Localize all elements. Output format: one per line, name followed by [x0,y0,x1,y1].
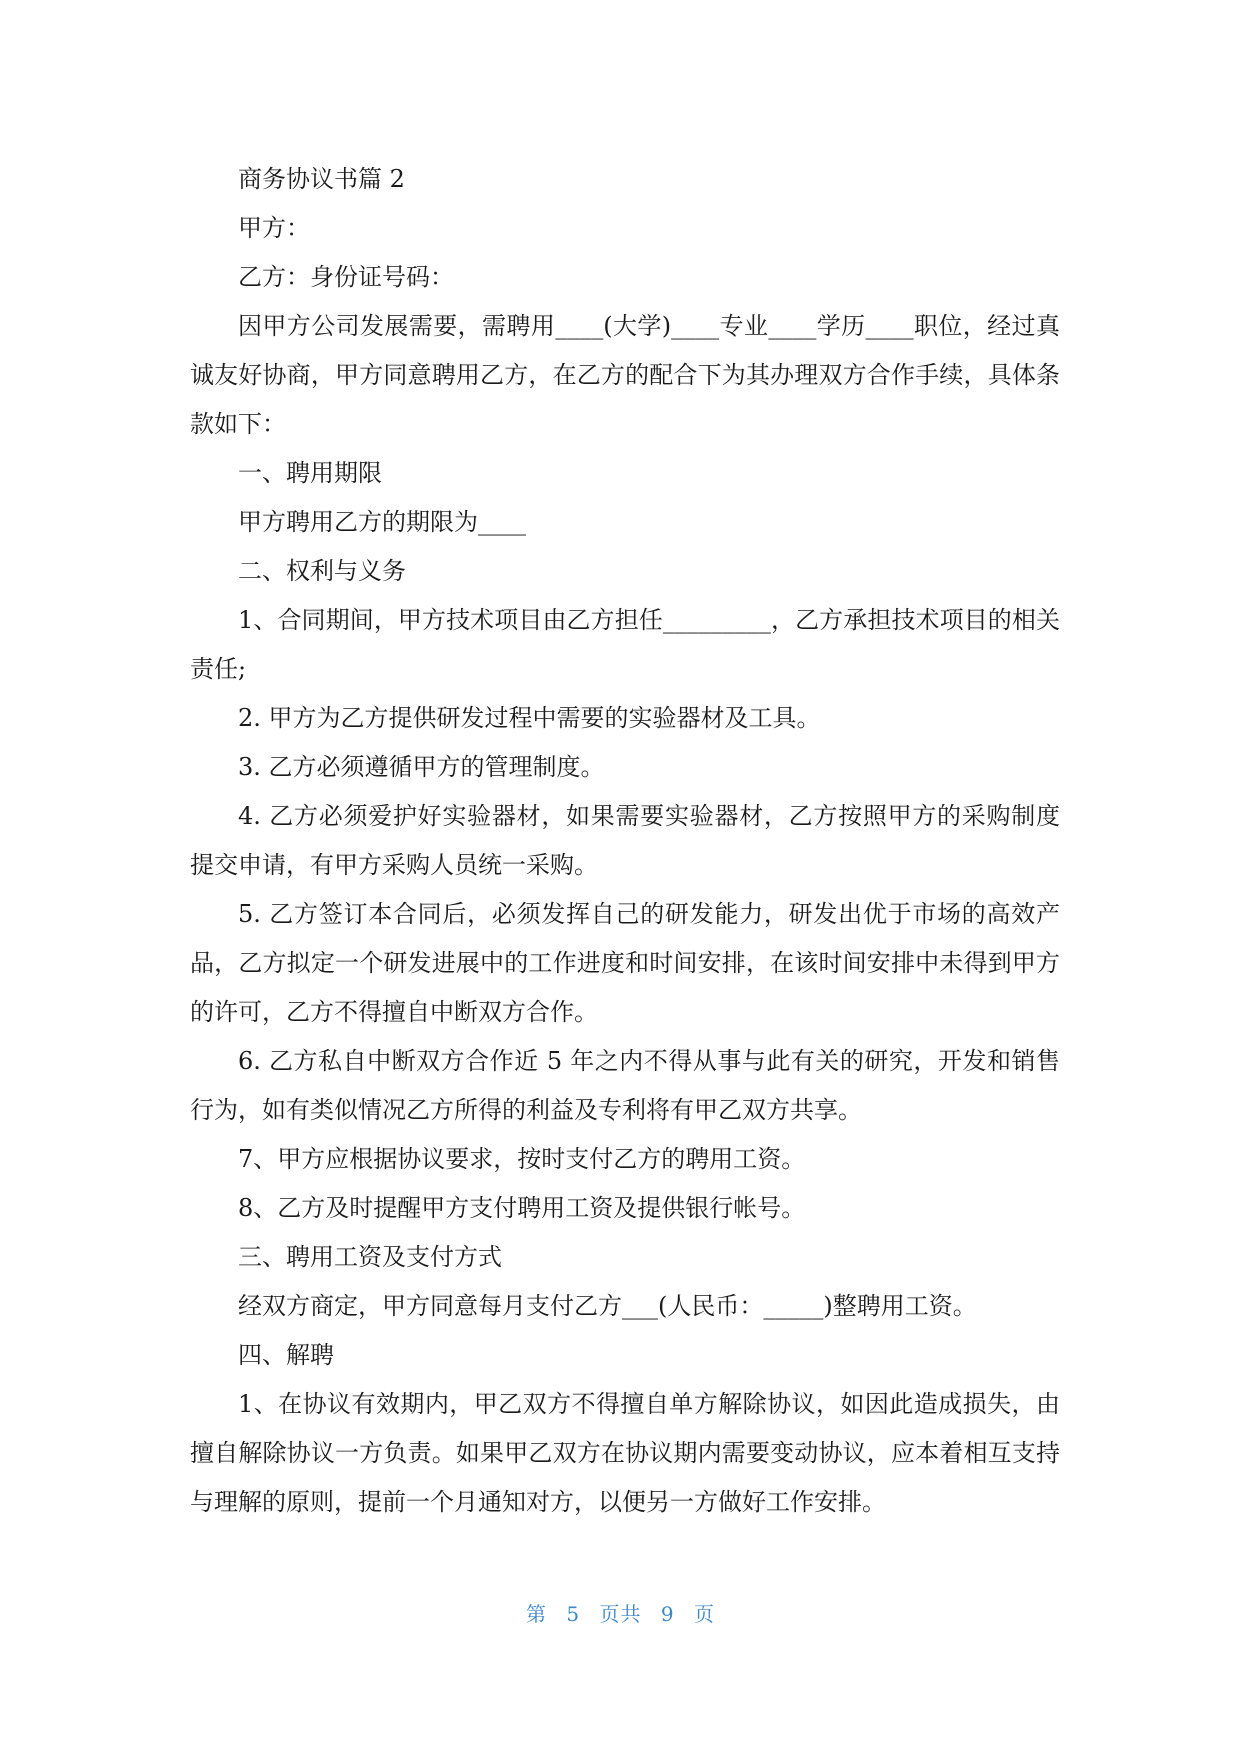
section-2-item-6: 6. 乙方私自中断双方合作近 5 年之内不得从事与此有关的研究，开发和销售行为，如有类似情况乙方所得的利益及专利将有甲乙双方共享。 [190,1047,1060,1124]
section-4-item-1: 1、在协议有效期内，甲乙双方不得擅自单方解除协议，如因此造成损失，由擅自解除协议一方负责。如果甲乙双方在协议期内需要变动协议，应本着相互支持与理解的原则，提前一个月通知对方，以便另一方做好工作安排。 [190,1390,1060,1516]
section-1-body: 甲方聘用乙方的期限为____ [238,508,526,536]
section-2-item-5: 5. 乙方签订本合同后，必须发挥自己的研发能力，研发出优于市场的高效产品，乙方拟定一个研发进展中的工作进度和时间安排，在该时间安排中未得到甲方的许可，乙方不得擅自中断双方合作。 [190,900,1060,1026]
document-body [190,155,1060,1527]
footer-prefix: 第 [526,1602,548,1626]
footer-mid: 页共 [599,1602,642,1626]
total-pages-number: 9 [660,1602,675,1626]
current-page-number: 5 [566,1602,581,1626]
section-2-item-8: 8、乙方及时提醒甲方支付聘用工资及提供银行帐号。 [238,1194,806,1222]
section-4-heading: 四、解聘 [238,1341,334,1369]
section-2-item-3: 3. 乙方必须遵循甲方的管理制度。 [238,753,605,781]
section-2-item-7: 7、甲方应根据协议要求，按时支付乙方的聘用工资。 [238,1145,806,1173]
page-number-footer [0,1598,1241,1627]
party-b-line: 乙方：身份证号码： [238,263,454,291]
document-title: 商务协议书篇 2 [238,165,405,193]
section-2-item-4: 4. 乙方必须爱护好实验器材，如果需要实验器材，乙方按照甲方的采购制度提交申请，有甲方采购人员统一采购。 [190,802,1060,879]
section-2-item-2: 2. 甲方为乙方提供研发过程中需要的实验器材及工具。 [238,704,821,732]
party-a-line: 甲方： [238,214,310,242]
section-2-item-1: 1、合同期间，甲方技术项目由乙方担任_________，乙方承担技术项目的相关责任; [190,606,1060,683]
intro-paragraph: 因甲方公司发展需要，需聘用____(大学)____专业____学历____职位，经过真诚友好协商，甲方同意聘用乙方，在乙方的配合下为其办理双方合作手续，具体条款如下： [190,312,1060,438]
section-2-heading: 二、权利与义务 [238,557,406,585]
section-3-body: 经双方商定，甲方同意每月支付乙方___(人民币：_____)整聘用工资。 [238,1292,977,1320]
section-1-heading: 一、聘用期限 [238,459,382,487]
footer-suffix: 页 [693,1602,715,1626]
section-3-heading: 三、聘用工资及支付方式 [238,1243,502,1271]
